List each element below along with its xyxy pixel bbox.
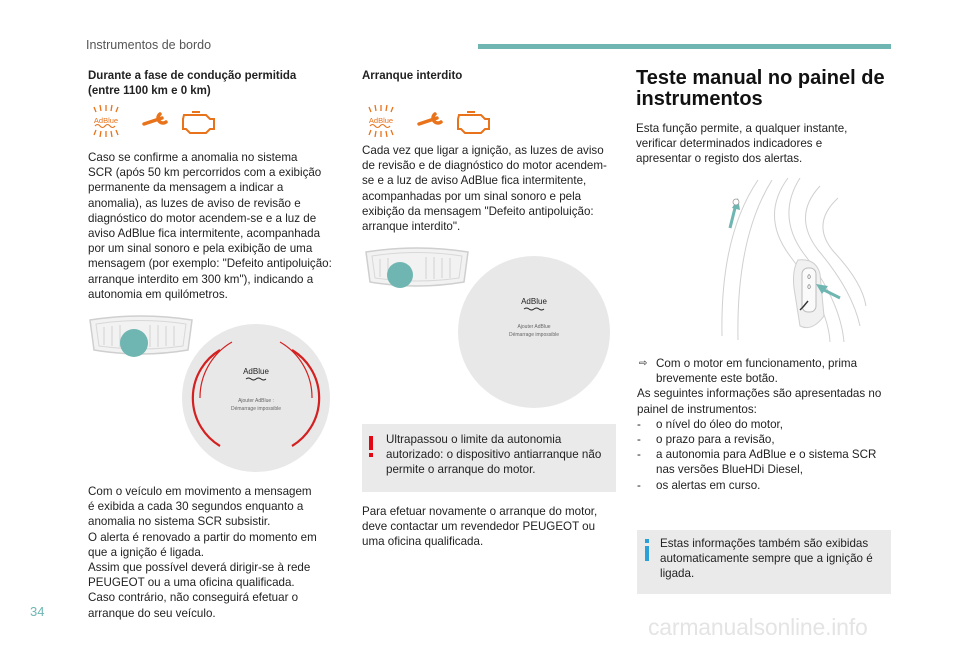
- page-title: Teste manual no painel de instrumentos: [636, 67, 885, 110]
- instruction-bullet: ⇨ Com o motor em funcionamento, prima brevemente este botão.: [639, 357, 858, 386]
- info-icon: [643, 539, 651, 561]
- warning-note: [362, 424, 616, 492]
- svg-text:AdBlue: AdBlue: [368, 116, 394, 125]
- col2-paragraph1: Cada vez que ligar a ignição, as luzes de aviso de revisão e de diagnóstico do motor acendem- se e a luz de aviso AdBlue fica intermitente, acompanhadas por um sinal sonoro e pela exibição da mensagem "Defeito antipoluição: arranque interdito".: [362, 144, 607, 234]
- header-accent-bar: [478, 44, 891, 49]
- warning-note-text: Ultrapassou o limite da autonomia autorizado: o dispositivo antiarranque não permite o arranque do motor.: [386, 433, 602, 477]
- col1-heading: Durante a fase de condução permitida (entre 1100 km e 0 km): [88, 70, 297, 97]
- col1-paragraph2: Com o veículo em movimento a mensagem é exibida a cada 30 segundos enquanto a anomalia no sistema SCR subsistir. O alerta é renovado a partir do momento em que a ignição é ligada. Assim que possível deverá dirigir-se à rede PEUGEOT ou a uma oficina qualificada. Caso contrário, não conseguirá efetuar o arranque do seu veículo.: [88, 485, 317, 620]
- info-note: [637, 530, 891, 594]
- button-mark-bottom: 0: [807, 285, 811, 291]
- wrench-service-icon: [419, 114, 441, 124]
- engine-diagnostic-icon: [458, 112, 489, 133]
- display-message-line1: Ajouter AdBlue: [517, 324, 551, 330]
- arrow-bullet-icon: ⇨: [639, 358, 648, 369]
- display-message-line2: Démarrage impossible: [230, 406, 282, 412]
- col2-heading: Arranque interdito: [362, 70, 463, 82]
- adblue-warning-icon: [88, 104, 230, 138]
- col2-warning-lamps: [363, 104, 505, 138]
- col3-intro: Esta função permite, a qualquer instante, verificar determinados indicadores e apresentar o registo dos alertas.: [636, 122, 848, 166]
- adblue-display-illustration: [456, 254, 612, 410]
- engine-diagnostic-icon: [183, 112, 214, 133]
- col2-paragraph2: Para efetuar novamente o arranque do motor, deve contactar um revendedor PEUGEOT ou uma oficina qualificada.: [362, 505, 598, 549]
- info-note-text: Estas informações também são exibidas automaticamente sempre que a ignição é ligada.: [660, 537, 873, 581]
- list-item: - a autonomia para AdBlue e o sistema SCR nas versões BlueHDi Diesel,: [637, 448, 877, 477]
- list-item: - o prazo para a revisão,: [637, 433, 775, 447]
- col1-paragraph1: Caso se confirme a anomalia no sistema SCR (após 50 km percorridos com a exibição permanente da mensagem a indicar a anomalia), as luzes de aviso de revisão e diagnóstico do motor acendem-se e a luz de aviso AdBlue fica intermitente, acompanhada por um sinal sonoro e pela exibição de uma mensagem (por exemplo: "Defeito antipoluição: arranque interdito em 300 km"), indicando a autonomia em quilómetros.: [88, 151, 332, 301]
- svg-text:AdBlue: AdBlue: [93, 116, 119, 125]
- watermark: carmanualsonline.info: [648, 614, 868, 640]
- list-item: - os alertas em curso.: [637, 478, 761, 492]
- col3-instructions: ⇨ Com o motor em funcionamento, prima brevemente este botão. As seguintes informações são apresentadas no painel de instrumentos: - o nível do óleo do motor, - o prazo para a revisão, - a autonomia para AdBlue e o sistema SCR nas versões BlueHDi Diesel, - os alertas em curso.: [637, 356, 899, 493]
- exclamation-warning-icon: [367, 436, 375, 458]
- display-adblue-badge: AdBlue: [243, 367, 269, 376]
- display-adblue-badge: AdBlue: [521, 297, 547, 306]
- page-number: 34: [30, 604, 45, 619]
- list-item: - o nível do óleo do motor,: [637, 417, 783, 431]
- display-message-line1: Ajouter AdBlue :: [238, 398, 274, 404]
- display-message-line2: Démarrage impossible: [508, 332, 560, 338]
- col1-warning-lamps: [88, 104, 230, 138]
- button-mark-top: 0: [807, 275, 811, 281]
- adblue-warning-icon: [363, 104, 505, 138]
- adblue-display-illustration: [180, 322, 332, 474]
- wrench-service-icon: [144, 114, 166, 124]
- dashboard-button-illustration: [700, 176, 870, 346]
- section-title: Instrumentos de bordo: [86, 38, 212, 52]
